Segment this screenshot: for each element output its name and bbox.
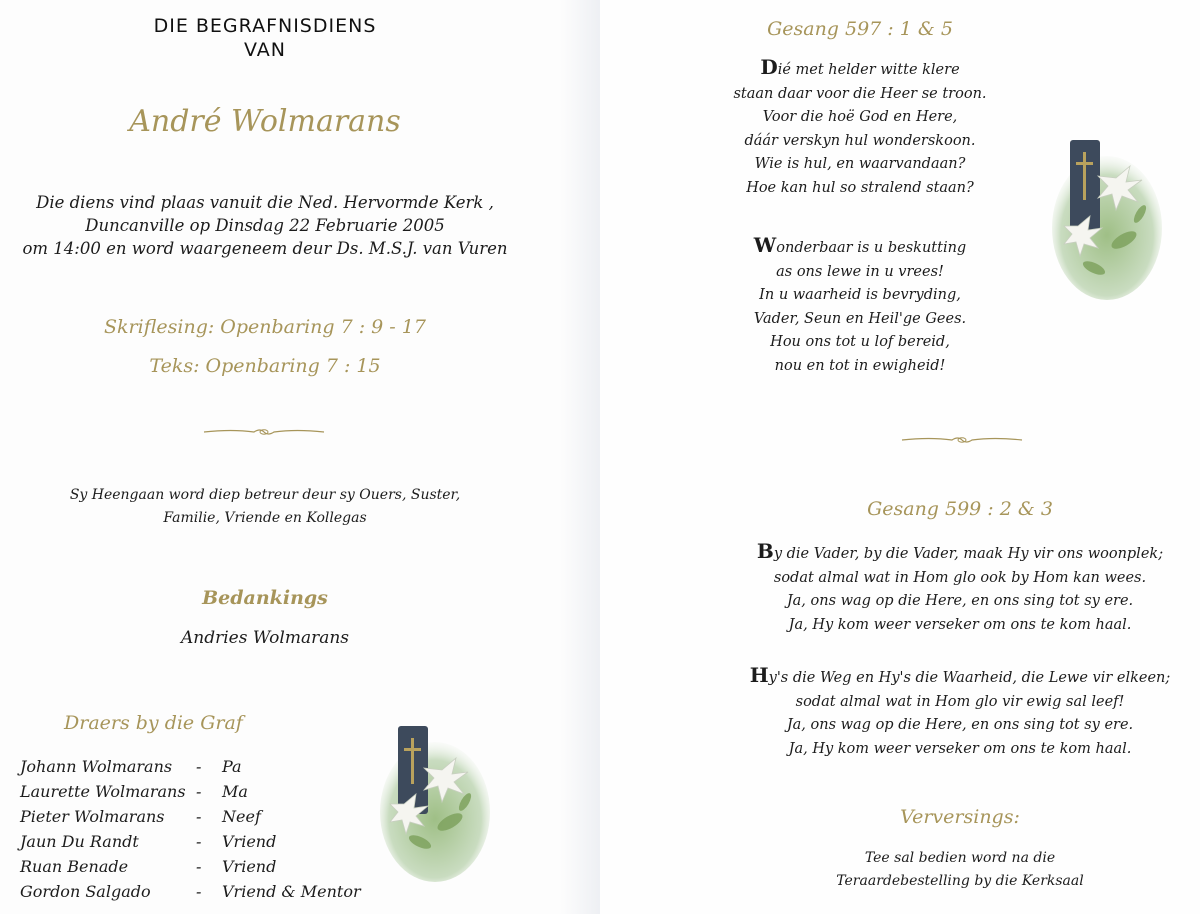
bearer-row (20, 757, 361, 782)
hymn2-title: Gesang 599 : 2 & 3 (867, 498, 1053, 520)
cross-lily-illustration-icon (380, 712, 490, 882)
verse-line (720, 590, 1200, 614)
verse-line (720, 614, 1200, 638)
verse-line (680, 83, 1040, 107)
hymn2-verse2 (720, 664, 1200, 761)
bearer-name: Jaun Du Randt (20, 832, 139, 851)
verse-line (720, 738, 1200, 762)
bearer-role: Vriend & Mentor (222, 882, 361, 901)
verse-text: onderbaar is u beskutting (776, 240, 967, 256)
verse-text: staan daar voor die Heer se troon. (733, 85, 987, 102)
bearers-list (20, 757, 361, 907)
verse-line (680, 153, 1040, 177)
refreshments-heading: Verversings: (900, 806, 1020, 828)
ornamental-divider-icon (900, 434, 1024, 446)
bearer-row (20, 857, 361, 882)
verse-text: y's die Weg en Hy's die Waarheid, die Lewe vir elkeen; (768, 670, 1171, 686)
bearer-role: Ma (222, 782, 248, 801)
verse-text: Ja, ons wag op die Here, en ons sing tot sy ere. (786, 717, 1134, 733)
verse-line (680, 56, 1040, 83)
drop-capital: W (753, 233, 777, 257)
bearer-separator: - (196, 807, 202, 826)
verse-line (680, 130, 1040, 154)
verse-line (680, 284, 1040, 308)
service-heading-line2: VAN (244, 39, 286, 61)
drop-capital: D (760, 55, 778, 79)
service-details-line2: Duncanville op Dinsdag 22 Februarie 2005 (85, 216, 445, 235)
drop-capital: B (756, 539, 774, 563)
verse-text: sodat almal wat in Hom glo ook by Hom kan wees. (773, 569, 1147, 586)
bearers-heading: Draers by die Graf (64, 712, 243, 734)
verse-text: Ja, Hy kom weer verseker om ons te kom haal. (788, 616, 1132, 633)
verse-line (720, 691, 1200, 715)
bearer-name: Pieter Wolmarans (20, 807, 165, 826)
ornamental-divider-icon (202, 426, 326, 438)
deceased-name: André Wolmarans (129, 104, 401, 139)
verse-text: Vader, Seun en Heil'ge Gees. (753, 310, 967, 327)
bearer-separator: - (196, 857, 202, 876)
bearer-row (20, 882, 361, 907)
verse-line (720, 714, 1200, 738)
right-page (600, 0, 1200, 914)
refreshments-line2: Teraardebestelling by die Kerksaal (836, 873, 1084, 889)
bearer-separator: - (196, 882, 202, 901)
verse-text: Hou ons tot u lof bereid, (770, 334, 950, 350)
verse-line (680, 331, 1040, 355)
verse-text: ié met helder witte klere (777, 62, 960, 78)
bearer-role: Neef (222, 807, 261, 826)
thanks-heading: Bedankings (202, 587, 328, 609)
bearer-row (20, 782, 361, 807)
verse-line (680, 234, 1040, 261)
verse-line (720, 540, 1200, 567)
service-details (0, 191, 530, 260)
cross-lily-illustration-icon (1052, 128, 1162, 300)
bearer-row (20, 807, 361, 832)
verse-line (680, 355, 1040, 379)
service-heading (0, 14, 530, 62)
bearer-separator: - (196, 832, 202, 851)
service-heading-line1: DIE BEGRAFNISDIENS (153, 15, 377, 37)
verse-text: nou en tot in ewigheid! (774, 357, 946, 374)
bearer-role: Vriend (222, 832, 277, 851)
thanks-name: Andries Wolmarans (180, 628, 350, 648)
bearer-separator: - (196, 782, 202, 801)
verse-line (680, 106, 1040, 130)
verse-line (720, 664, 1200, 691)
drop-capital: H (749, 663, 769, 687)
hymn2-verse1 (720, 540, 1200, 637)
verse-text: In u waarheid is bevryding, (759, 287, 961, 303)
verse-text: Ja, Hy kom weer verseker om ons te kom haal. (788, 740, 1132, 757)
refreshments-details (780, 847, 1140, 893)
service-details-line1: Die diens vind plaas vanuit die Ned. Hervormde Kerk , (36, 193, 494, 212)
bearer-name: Laurette Wolmarans (20, 782, 186, 801)
hymn1-verse2 (680, 234, 1040, 378)
hymn1-verse1 (680, 56, 1040, 200)
verse-text: Wie is hul, en waarvandaan? (754, 156, 966, 172)
hymn1-title: Gesang 597 : 1 & 5 (767, 18, 953, 40)
mourned-by-line1: Sy Heengaan word diep betreur deur sy Ouers, Suster, (69, 487, 461, 503)
verse-text: Ja, ons wag op die Here, en ons sing tot sy ere. (786, 593, 1134, 609)
verse-line (680, 308, 1040, 332)
verse-text: Voor die hoë God en Here, (762, 109, 958, 125)
verse-text: y die Vader, by die Vader, maak Hy vir ons woonplek; (773, 546, 1164, 562)
bearer-name: Johann Wolmarans (20, 757, 173, 776)
sermon-text: Teks: Openbaring 7 : 15 (149, 355, 381, 377)
bearer-name: Ruan Benade (20, 857, 129, 876)
bearer-row (20, 832, 361, 857)
bearer-separator: - (196, 757, 202, 776)
verse-line (680, 261, 1040, 285)
verse-text: as ons lewe in u vrees! (776, 263, 944, 280)
verse-line (680, 177, 1040, 201)
refreshments-line1: Tee sal bedien word na die (864, 850, 1056, 866)
bearer-name: Gordon Salgado (20, 882, 151, 901)
scripture-reading: Skriflesing: Openbaring 7 : 9 - 17 (104, 316, 426, 338)
service-details-line3: om 14:00 en word waargeneem deur Ds. M.S.J. van Vuren (22, 239, 508, 258)
verse-line (720, 567, 1200, 591)
verse-text: Hoe kan hul so stralend staan? (746, 179, 974, 196)
bearer-role: Pa (222, 757, 242, 776)
verse-text: dáár verskyn hul wonderskoon. (744, 132, 976, 149)
bearer-role: Vriend (222, 857, 277, 876)
mourned-by (0, 484, 530, 530)
mourned-by-line2: Familie, Vriende en Kollegas (163, 510, 367, 526)
verse-text: sodat almal wat in Hom glo vir ewig sal leef! (795, 693, 1125, 710)
